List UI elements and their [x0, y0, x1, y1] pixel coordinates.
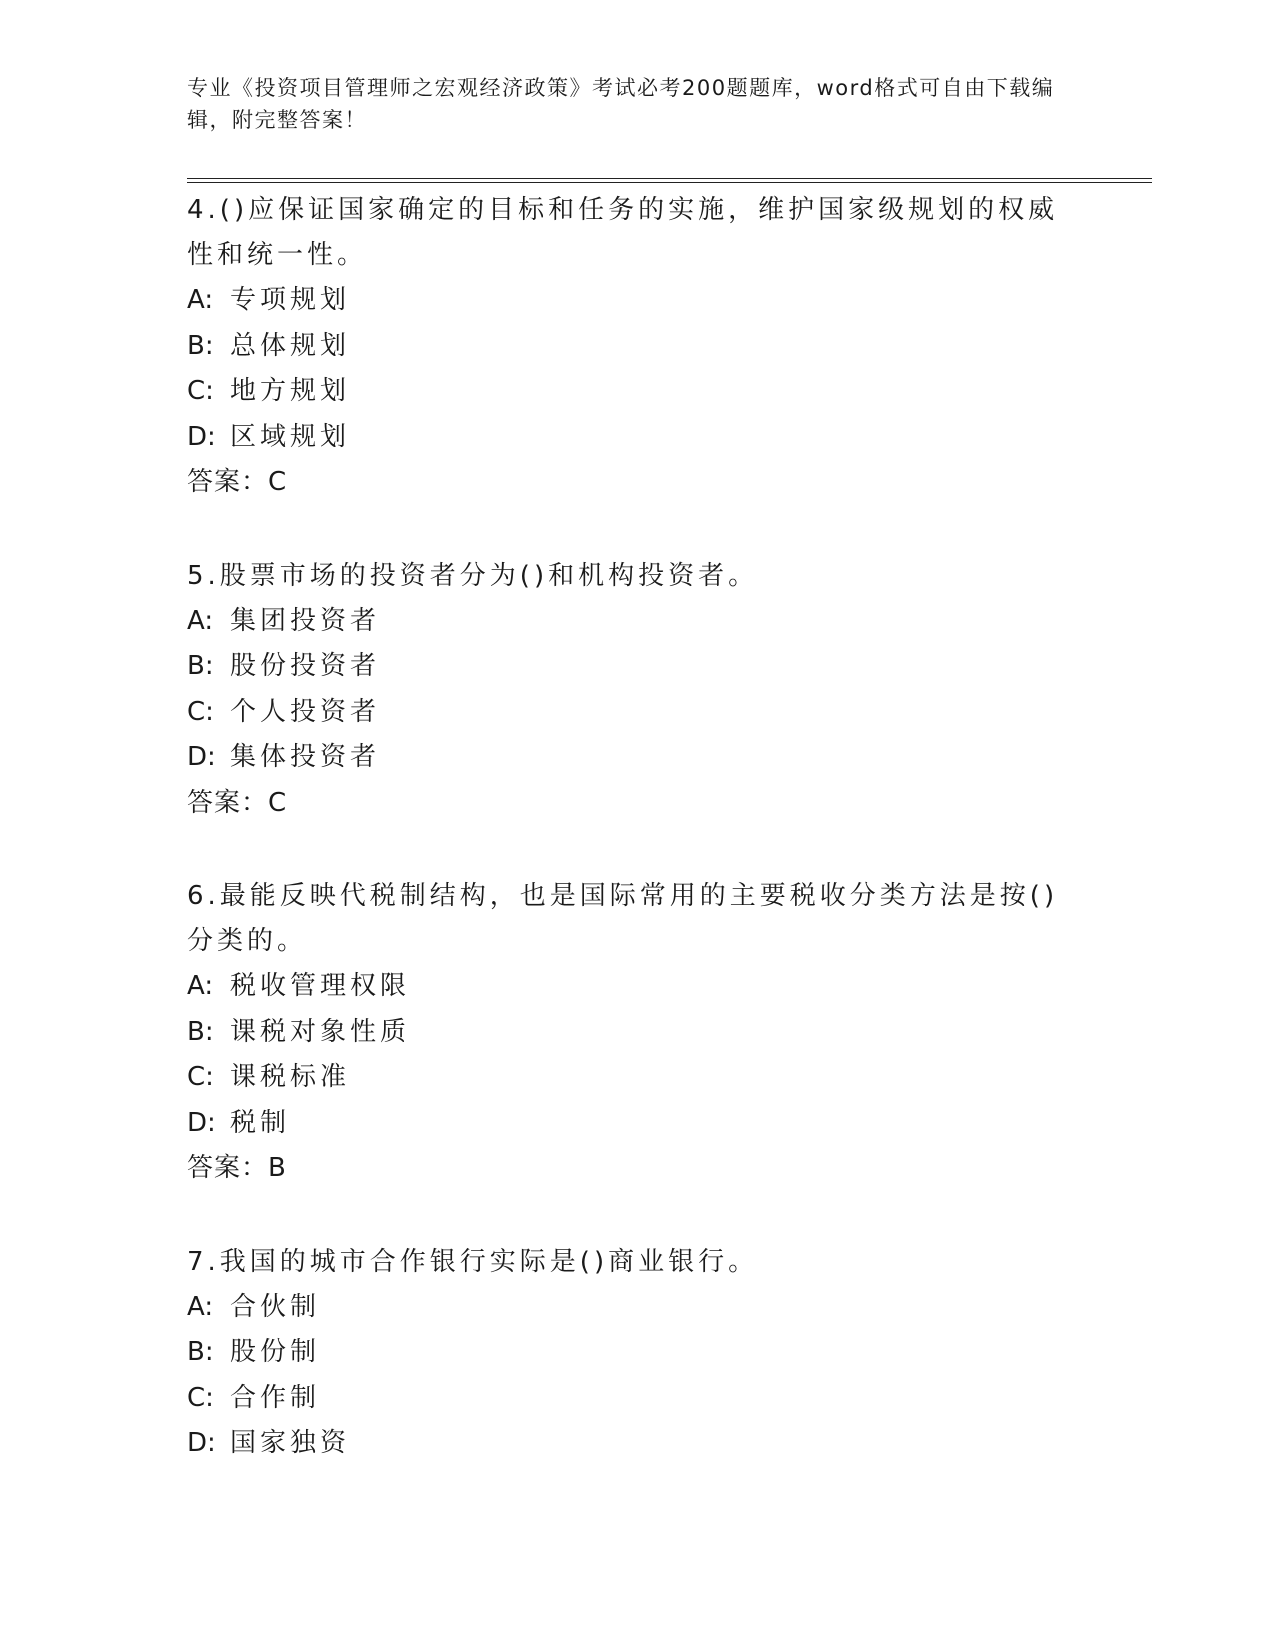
question-text: 7.我国的城市合作银行实际是()商业银行。: [187, 1246, 759, 1277]
option-letter: A:: [187, 605, 214, 636]
option-text: 地方规划: [230, 376, 351, 406]
option-letter: A:: [187, 1291, 214, 1322]
option-letter: D:: [187, 421, 216, 452]
option-c: [187, 369, 1067, 415]
option-b: [187, 324, 1067, 370]
option-letter: D:: [187, 1107, 216, 1138]
option-letter: D:: [187, 1428, 216, 1458]
option-a: [187, 1285, 1067, 1331]
question-6: [187, 874, 1067, 1192]
option-letter: C:: [187, 1382, 214, 1413]
document-header: 专业《投资项目管理师之宏观经济政策》考试必考200题题库，word格式可自由下载编辑，附完整答案！: [187, 76, 1055, 132]
option-text: 股份制: [230, 1337, 321, 1367]
option-letter: B:: [187, 1337, 214, 1367]
option-letter: C:: [187, 1062, 214, 1092]
option-text: 税收管理权限: [230, 971, 411, 1001]
header-divider-bottom: [187, 182, 1152, 183]
option-letter: A:: [187, 285, 214, 315]
option-text: 税制: [230, 1107, 291, 1138]
option-c: [187, 1055, 1067, 1101]
option-a: [187, 599, 1067, 645]
answer-line: 答案：B: [187, 1153, 287, 1183]
option-b: [187, 644, 1067, 690]
option-d: [187, 415, 1067, 461]
option-text: 区域规划: [230, 421, 351, 452]
option-text: 课税标准: [230, 1062, 351, 1092]
question-text: 5.股票市场的投资者分为()和机构投资者。: [187, 560, 759, 591]
option-c: [187, 690, 1067, 736]
question-4: [187, 188, 1067, 506]
option-letter: C:: [187, 376, 214, 406]
option-d: [187, 1101, 1067, 1147]
option-text: 专项规划: [230, 285, 351, 315]
option-text: 合伙制: [230, 1291, 321, 1322]
answer-line: 答案：C: [187, 467, 288, 497]
option-c: [187, 1376, 1067, 1422]
option-letter: C:: [187, 696, 214, 727]
question-list: [187, 188, 1067, 1515]
question-text: 4.()应保证国家确定的目标和任务的实施，维护国家级规划的权威性和统一性。: [187, 195, 1059, 270]
option-text: 国家独资: [230, 1428, 351, 1458]
option-b: [187, 1010, 1067, 1056]
option-text: 个人投资者: [230, 696, 381, 727]
option-a: [187, 278, 1067, 324]
option-d: [187, 1421, 1067, 1467]
option-letter: B:: [187, 330, 214, 361]
option-text: 集体投资者: [230, 742, 381, 772]
option-b: [187, 1330, 1067, 1376]
question-7: [187, 1240, 1067, 1467]
option-letter: B:: [187, 651, 214, 681]
option-text: 课税对象性质: [230, 1016, 411, 1047]
option-text: 集团投资者: [230, 605, 381, 636]
option-d: [187, 735, 1067, 781]
header-divider-top: [187, 178, 1152, 179]
option-letter: B:: [187, 1016, 214, 1047]
option-text: 合作制: [230, 1382, 321, 1413]
option-a: [187, 964, 1067, 1010]
option-letter: D:: [187, 742, 216, 772]
option-letter: A:: [187, 971, 214, 1001]
option-text: 股份投资者: [230, 651, 381, 681]
question-5: [187, 554, 1067, 827]
answer-line: 答案：C: [187, 787, 288, 818]
question-text: 6.最能反映代税制结构，也是国际常用的主要税收分类方法是按()分类的。: [187, 881, 1059, 956]
option-text: 总体规划: [230, 330, 351, 361]
